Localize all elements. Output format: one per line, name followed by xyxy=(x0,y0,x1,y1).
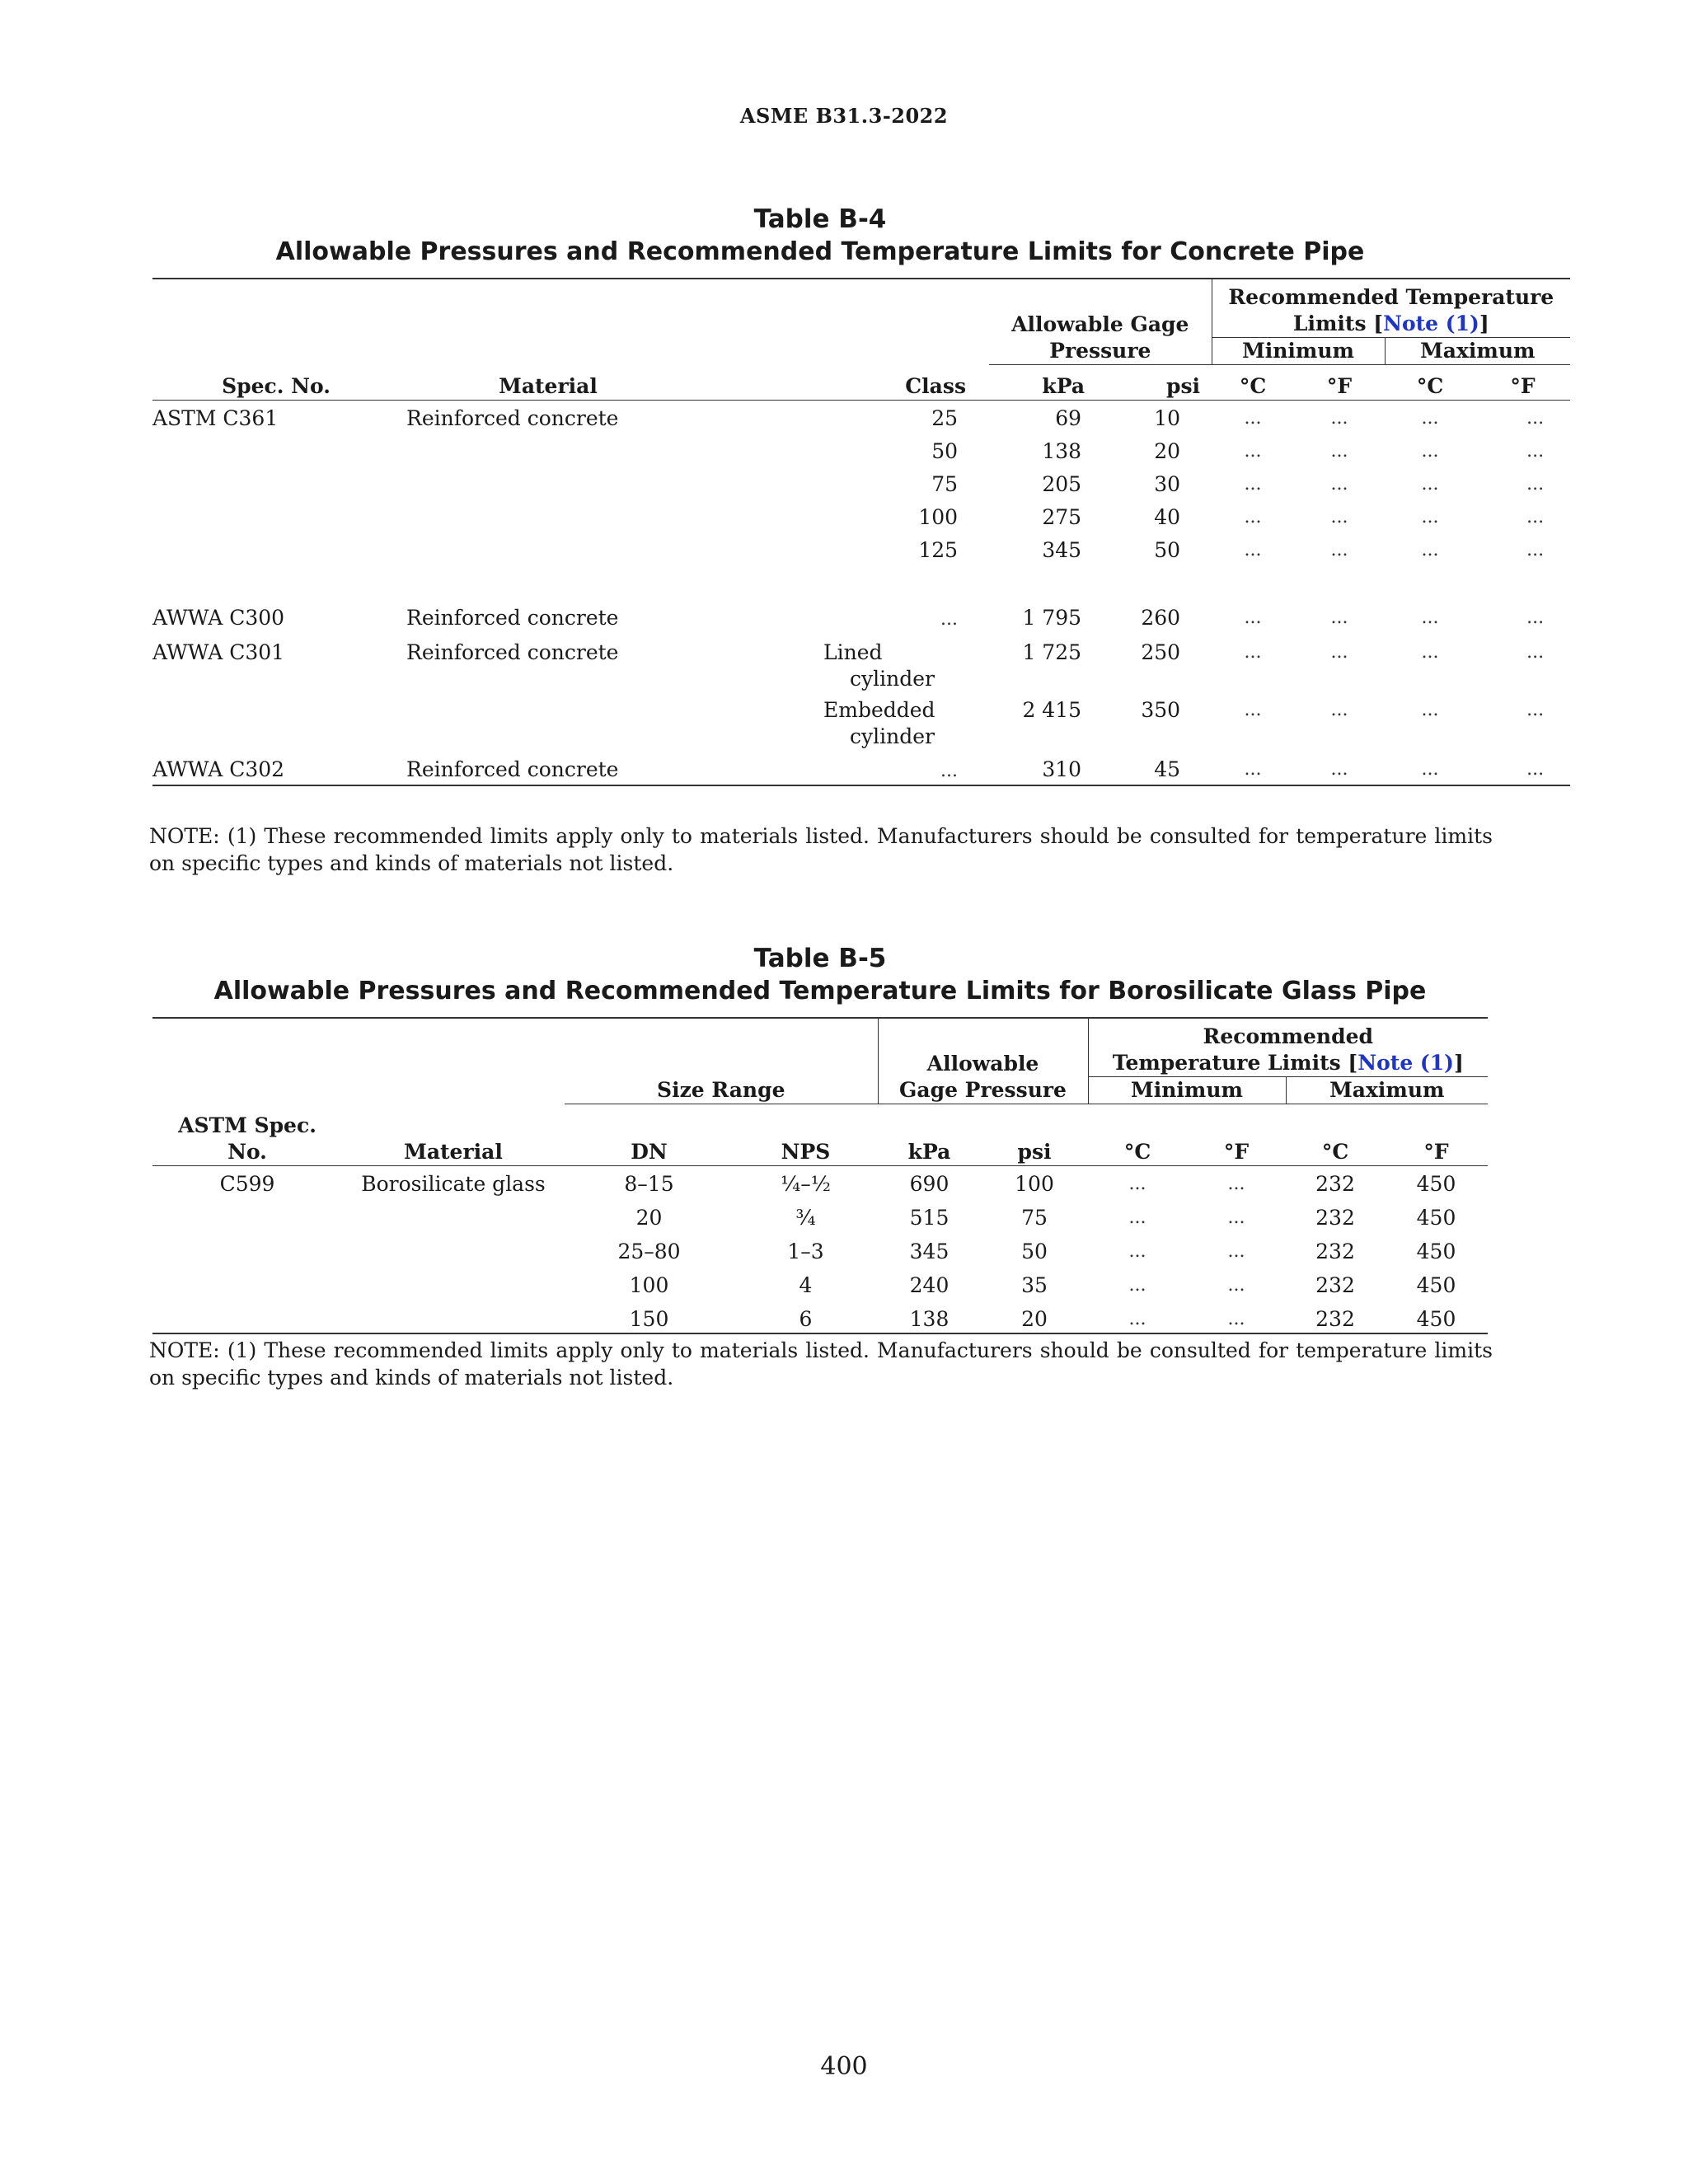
table-row xyxy=(152,1299,1488,1333)
min-c-cell: ... xyxy=(1244,440,1262,462)
table-b4-title xyxy=(152,203,1488,269)
b5-allowable-header-2: Gage Pressure xyxy=(899,1078,1067,1102)
table-row xyxy=(152,1197,1488,1231)
max-c-cell: ... xyxy=(1421,699,1439,720)
max-f-cell: ... xyxy=(1526,699,1545,720)
b5-maximum-header: Maximum xyxy=(1286,1077,1488,1104)
dn-cell: 8–15 xyxy=(624,1171,674,1196)
material-cell xyxy=(400,692,696,750)
kpa-cell: 138 xyxy=(1042,438,1082,463)
b4-rec-temp-header: Recommended Temperature xyxy=(1228,285,1554,309)
table-row xyxy=(152,498,1570,531)
min-f-cell: ... xyxy=(1187,1299,1286,1333)
min-f-cell: ... xyxy=(1330,440,1348,462)
b5-dn-header: DN xyxy=(565,1104,734,1166)
kpa-cell: 205 xyxy=(1042,471,1082,496)
psi-cell: 50 xyxy=(1021,1239,1048,1263)
kpa-cell: 69 xyxy=(1055,405,1082,430)
max-c-cell: 232 xyxy=(1315,1239,1355,1263)
class-cell xyxy=(696,400,989,432)
table-b4-caption: Allowable Pressures and Recommended Temperature Limits for Concrete Pipe xyxy=(275,237,1365,266)
class-cell xyxy=(696,692,989,750)
max-c-cell: ... xyxy=(1385,750,1475,785)
dn-cell: 100 xyxy=(629,1272,669,1297)
max-c-cell: ... xyxy=(1421,473,1439,494)
psi-cell: 100 xyxy=(1015,1171,1054,1196)
nps-cell: ¾ xyxy=(795,1205,816,1230)
class-value: Embedded xyxy=(823,697,935,722)
table-b5-note: NOTE: (1) These recommended limits apply only to materials listed. Manufacturers should be consulted for temperature limits on specific types and kinds of materials not listed. xyxy=(149,1338,1493,1390)
kpa-cell: 275 xyxy=(1042,504,1082,529)
kpa-cell: 2 415 xyxy=(1022,697,1082,722)
psi-cell: 50 xyxy=(1154,537,1181,562)
b4-rec-temp-header-3: ] xyxy=(1479,312,1489,335)
table-b4-body xyxy=(152,400,1570,785)
material-cell: Reinforced concrete xyxy=(406,605,619,630)
dn-cell: 20 xyxy=(635,1205,663,1230)
min-c-cell: ... xyxy=(1244,473,1262,494)
class-cell xyxy=(696,564,989,633)
kpa-cell: 1 725 xyxy=(1022,640,1082,664)
class-cell xyxy=(696,750,989,785)
dn-cell: 150 xyxy=(565,1299,734,1333)
b4-psi-header: psi xyxy=(1088,365,1212,401)
table-row xyxy=(152,564,1570,633)
class-value: ... xyxy=(940,608,959,630)
min-c-cell: ... xyxy=(1088,1299,1187,1333)
min-f-cell: ... xyxy=(1330,506,1348,527)
min-c-cell: ... xyxy=(1244,641,1262,663)
psi-cell: 30 xyxy=(1154,471,1181,496)
class-cell xyxy=(696,531,989,564)
b5-kpa-header: kPa xyxy=(878,1104,981,1166)
nps-cell: ¼–½ xyxy=(781,1171,831,1196)
b5-min-f-header: °F xyxy=(1187,1104,1286,1166)
class-cell xyxy=(696,633,989,692)
min-c-cell: ... xyxy=(1212,750,1294,785)
b5-spec-no-header: ASTM Spec. No. xyxy=(152,1104,342,1166)
b4-maximum-header: Maximum xyxy=(1385,338,1570,365)
min-f-cell: ... xyxy=(1330,539,1348,560)
kpa-cell: 690 xyxy=(909,1171,950,1196)
kpa-cell: 515 xyxy=(909,1205,950,1230)
b4-note-1-link[interactable]: Note (1) xyxy=(1383,312,1479,335)
b5-note-1-link[interactable]: Note (1) xyxy=(1357,1051,1454,1075)
table-row xyxy=(152,1165,1488,1197)
material-cell xyxy=(342,1231,565,1265)
b5-size-range-header: Size Range xyxy=(565,1018,878,1104)
max-f-cell: 450 xyxy=(1416,1239,1456,1263)
spec-no-cell xyxy=(152,1265,342,1299)
class-value-cont: cylinder xyxy=(850,724,935,748)
class-value: 25 xyxy=(931,405,959,430)
dn-cell: 25–80 xyxy=(617,1239,681,1263)
spec-no-cell xyxy=(152,692,400,750)
min-f-cell: ... xyxy=(1330,473,1348,494)
table-row xyxy=(152,465,1570,498)
b4-max-c-header: °C xyxy=(1385,365,1475,401)
b4-material-header: Material xyxy=(400,365,696,401)
class-cell xyxy=(696,465,989,498)
kpa-cell: 1 795 xyxy=(1022,605,1082,630)
spec-no-cell: AWWA C302 xyxy=(152,750,400,785)
nps-cell: 4 xyxy=(799,1272,813,1297)
class-value: 50 xyxy=(931,438,959,463)
b4-kpa-header: kPa xyxy=(989,365,1088,401)
material-cell xyxy=(400,432,696,465)
table-b5-caption: Allowable Pressures and Recommended Temperature Limits for Borosilicate Glass Pipe xyxy=(213,977,1427,1005)
max-c-cell: 232 xyxy=(1286,1299,1385,1333)
kpa-cell: 310 xyxy=(989,750,1088,785)
material-cell xyxy=(400,498,696,531)
max-f-cell: ... xyxy=(1526,641,1545,663)
class-cell xyxy=(696,498,989,531)
material-cell: Reinforced concrete xyxy=(406,405,619,430)
b5-allowable-header-1: Allowable xyxy=(926,1052,1039,1076)
max-c-cell: ... xyxy=(1421,641,1439,663)
max-f-cell: ... xyxy=(1526,607,1545,628)
min-c-cell: ... xyxy=(1244,607,1262,628)
spec-no-cell: C599 xyxy=(219,1171,275,1196)
b5-rec-temp-header-2: Temperature Limits [ xyxy=(1112,1051,1358,1075)
table-row xyxy=(152,750,1570,785)
class-value-cont: cylinder xyxy=(850,666,935,691)
kpa-cell: 345 xyxy=(1042,537,1082,562)
min-f-cell: ... xyxy=(1227,1240,1245,1262)
table-row xyxy=(152,633,1570,692)
b4-minimum-header: Minimum xyxy=(1212,338,1385,365)
b4-max-f-header: °F xyxy=(1475,365,1570,401)
running-head: ASME B31.3-2022 xyxy=(739,104,949,128)
spec-no-cell xyxy=(152,1197,342,1231)
max-f-cell: ... xyxy=(1475,750,1570,785)
class-cell xyxy=(696,432,989,465)
min-f-cell: ... xyxy=(1330,699,1348,720)
material-cell xyxy=(342,1197,565,1231)
spec-no-cell xyxy=(152,498,400,531)
table-b4 xyxy=(152,278,1570,786)
b5-max-c-header: °C xyxy=(1286,1104,1385,1166)
table-row xyxy=(152,432,1570,465)
material-cell xyxy=(342,1265,565,1299)
material-cell: Reinforced concrete xyxy=(406,640,619,664)
psi-cell: 35 xyxy=(1021,1272,1048,1297)
min-c-cell: ... xyxy=(1128,1207,1146,1228)
min-f-cell: ... xyxy=(1330,641,1348,663)
class-value: 75 xyxy=(931,471,959,496)
spec-no-cell: ASTM C361 xyxy=(152,405,279,430)
table-b5 xyxy=(152,1017,1488,1334)
max-f-cell: 450 xyxy=(1416,1272,1456,1297)
table-b4-number: Table B-4 xyxy=(753,204,887,234)
spec-no-cell xyxy=(152,465,400,498)
min-c-cell: ... xyxy=(1244,539,1262,560)
b4-rec-temp-header-2: Limits [ xyxy=(1292,312,1384,335)
psi-cell: 20 xyxy=(1154,438,1181,463)
b5-max-f-header: °F xyxy=(1385,1104,1488,1166)
b5-nps-header: NPS xyxy=(734,1104,878,1166)
nps-cell: 1–3 xyxy=(787,1239,824,1263)
max-c-cell: 232 xyxy=(1315,1205,1355,1230)
table-b5-body xyxy=(152,1165,1488,1333)
psi-cell: 20 xyxy=(981,1299,1088,1333)
b4-min-c-header: °C xyxy=(1212,365,1294,401)
psi-cell: 260 xyxy=(1141,605,1181,630)
kpa-cell: 138 xyxy=(878,1299,981,1333)
spec-no-cell: AWWA C301 xyxy=(152,640,285,664)
spec-no-cell xyxy=(152,1231,342,1265)
max-f-cell: 450 xyxy=(1416,1171,1456,1196)
class-value: ... xyxy=(940,760,959,781)
psi-cell: 75 xyxy=(1021,1205,1048,1230)
b5-minimum-header: Minimum xyxy=(1088,1077,1286,1104)
b4-allowable-header-2: Pressure xyxy=(1049,339,1151,363)
nps-cell: 6 xyxy=(734,1299,878,1333)
psi-cell: 10 xyxy=(1154,405,1181,430)
table-b5-title xyxy=(152,942,1488,1008)
b4-class-header: Class xyxy=(696,365,989,401)
material-cell xyxy=(342,1299,565,1333)
max-f-cell: ... xyxy=(1526,407,1545,429)
max-c-cell: ... xyxy=(1421,539,1439,560)
psi-cell: 40 xyxy=(1154,504,1181,529)
class-value: 100 xyxy=(918,504,959,529)
b4-min-f-header: °F xyxy=(1294,365,1385,401)
max-f-cell: ... xyxy=(1526,506,1545,527)
min-f-cell: ... xyxy=(1227,1207,1245,1228)
class-value: 125 xyxy=(918,537,959,562)
kpa-cell: 345 xyxy=(909,1239,950,1263)
max-f-cell: 450 xyxy=(1416,1205,1456,1230)
max-f-cell: ... xyxy=(1526,473,1545,494)
material-cell xyxy=(400,531,696,564)
table-row xyxy=(152,692,1570,750)
min-c-cell: ... xyxy=(1244,407,1262,429)
material-cell xyxy=(400,465,696,498)
psi-cell: 350 xyxy=(1141,697,1181,722)
b5-rec-temp-header: Recommended xyxy=(1203,1024,1373,1048)
b5-material-header: Material xyxy=(342,1104,565,1166)
max-f-cell: ... xyxy=(1526,539,1545,560)
b5-min-c-header: °C xyxy=(1088,1104,1187,1166)
max-f-cell: 450 xyxy=(1385,1299,1488,1333)
min-f-cell: ... xyxy=(1227,1173,1245,1194)
min-c-cell: ... xyxy=(1244,699,1262,720)
table-b5-number: Table B-5 xyxy=(753,944,887,973)
min-f-cell: ... xyxy=(1227,1274,1245,1296)
min-f-cell: ... xyxy=(1330,407,1348,429)
min-c-cell: ... xyxy=(1128,1240,1146,1262)
spec-no-cell xyxy=(152,1299,342,1333)
table-row xyxy=(152,531,1570,564)
material-cell: Reinforced concrete xyxy=(400,750,696,785)
max-c-cell: ... xyxy=(1421,440,1439,462)
kpa-cell: 240 xyxy=(909,1272,950,1297)
class-value: Lined xyxy=(823,640,883,664)
b5-psi-header: psi xyxy=(981,1104,1088,1166)
min-c-cell: ... xyxy=(1128,1173,1146,1194)
max-c-cell: 232 xyxy=(1315,1272,1355,1297)
table-row xyxy=(152,1265,1488,1299)
b5-rec-temp-header-3: ] xyxy=(1454,1051,1464,1075)
max-f-cell: ... xyxy=(1526,440,1545,462)
table-row xyxy=(152,1231,1488,1265)
min-c-cell: ... xyxy=(1244,506,1262,527)
min-c-cell: ... xyxy=(1128,1274,1146,1296)
b4-allowable-header-1: Allowable Gage xyxy=(1011,312,1189,336)
max-c-cell: 232 xyxy=(1315,1171,1355,1196)
psi-cell: 45 xyxy=(1088,750,1212,785)
spec-no-cell xyxy=(152,531,400,564)
psi-cell: 250 xyxy=(1141,640,1181,664)
spec-no-cell: AWWA C300 xyxy=(152,605,285,630)
page-number: 400 xyxy=(820,2052,868,2081)
max-c-cell: ... xyxy=(1421,506,1439,527)
material-cell: Borosilicate glass xyxy=(361,1171,546,1196)
table-row xyxy=(152,400,1570,432)
table-b4-note: NOTE: (1) These recommended limits apply only to materials listed. Manufacturers should be consulted for temperature limits on specific types and kinds of materials not listed. xyxy=(149,824,1493,875)
max-c-cell: ... xyxy=(1421,407,1439,429)
min-f-cell: ... xyxy=(1330,607,1348,628)
max-c-cell: ... xyxy=(1421,607,1439,628)
spec-no-cell xyxy=(152,432,400,465)
b4-spec-no-header: Spec. No. xyxy=(152,365,400,401)
min-f-cell: ... xyxy=(1294,750,1385,785)
